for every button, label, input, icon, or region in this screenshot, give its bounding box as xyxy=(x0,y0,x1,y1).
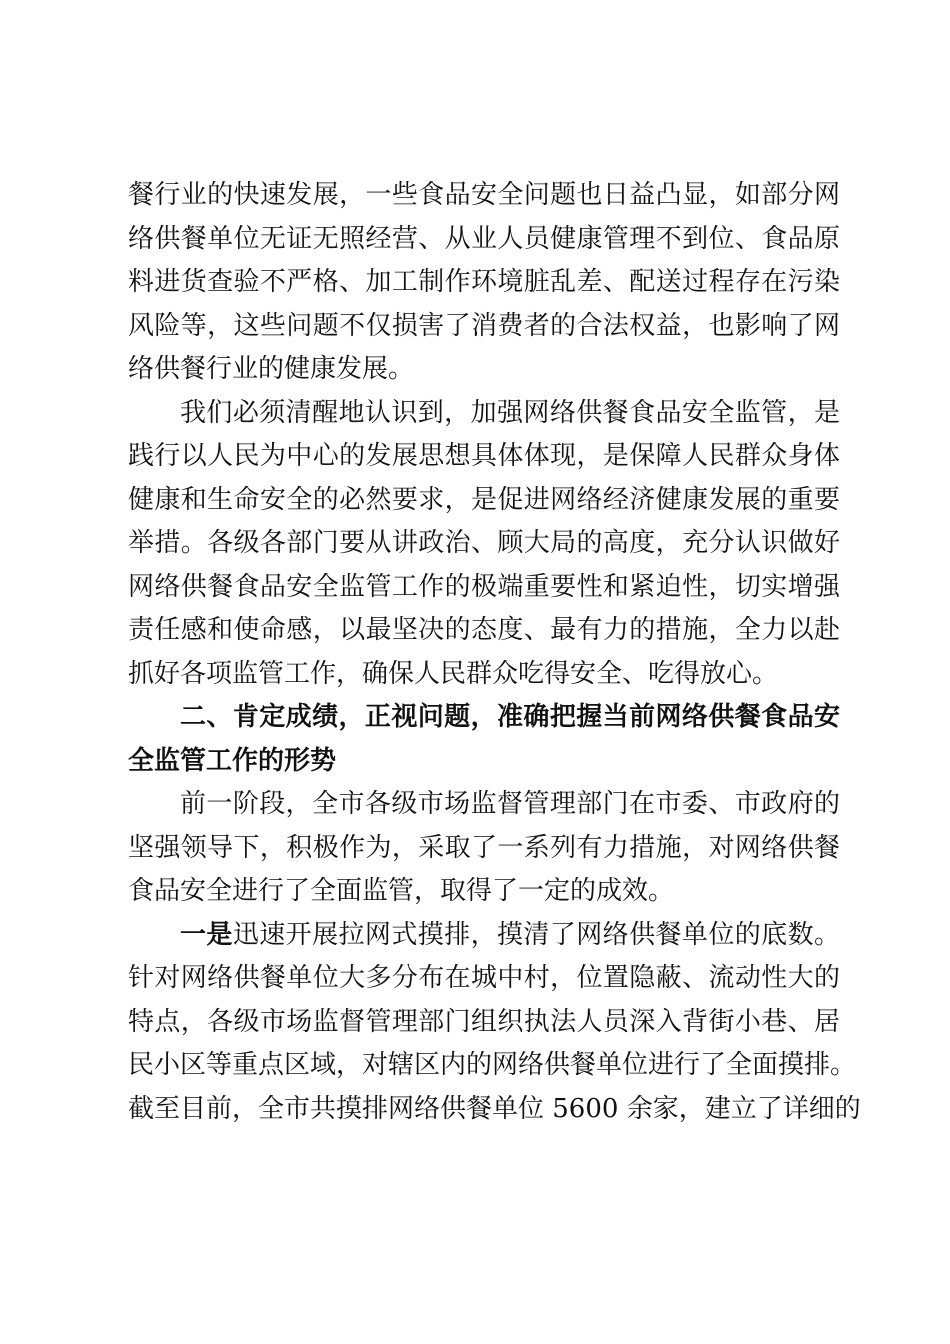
text-line: 络供餐行业的健康发展。 xyxy=(128,354,415,384)
text-line: 我们必须清醒地认识到，加强网络供餐食品安全监管，是 xyxy=(180,397,840,428)
text-line: 针对网络供餐单位大多分布在城中村，位置隐蔽、流动性大的 xyxy=(128,963,840,993)
text-line: 料进货查验不严格、加工制作环境脏乱差、配送过程存在污染 xyxy=(128,267,840,297)
text-line: 风险等，这些问题不仅损害了消费者的合法权益，也影响了网 xyxy=(128,310,840,341)
text-line: 截至目前，全市共摸排网络供餐单位 5600 余家，建立了详细的 xyxy=(128,1093,861,1124)
text-line: 特点，各级市场监督管理部门组织执法人员深入背街小巷、居 xyxy=(128,1006,840,1037)
text-line: 践行以人民为中心的发展思想具体体现，是保障人民群众身体 xyxy=(128,441,840,471)
heading-line: 全监管工作的形势 xyxy=(128,745,337,776)
lead-phrase: 一是 xyxy=(180,919,233,950)
text-line: 网络供餐食品安全监管工作的极端重要性和紧迫性，切实增强 xyxy=(128,571,840,602)
text-line: 坚强领导下，积极作为，采取了一系列有力措施，对网络供餐 xyxy=(128,832,840,863)
paragraph-3 xyxy=(128,783,840,914)
paragraph-2 xyxy=(128,392,840,697)
text-line: 食品安全进行了全面监管，取得了一定的成效。 xyxy=(128,876,675,906)
text-line xyxy=(128,914,840,958)
text-line: 民小区等重点区域，对辖区内的网络供餐单位进行了全面摸排。 xyxy=(128,1050,857,1080)
text-line: 健康和生命安全的必然要求，是促进网络经济健康发展的重要 xyxy=(128,484,840,515)
section-heading xyxy=(128,696,840,783)
text-line: 前一阶段，全市各级市场监督管理部门在市委、市政府的 xyxy=(180,789,840,819)
paragraph-4 xyxy=(128,914,861,1132)
text-line: 举措。各级各部门要从讲政治、顾大局的高度，充分认识做好 xyxy=(128,528,840,558)
paragraph-1 xyxy=(128,174,840,392)
heading-line: 二、肯定成绩，正视问题，准确把握当前网络供餐食品安 xyxy=(180,702,840,732)
text-line: 餐行业的快速发展，一些食品安全问题也日益凸显，如部分网 xyxy=(128,180,840,210)
document-page xyxy=(128,174,861,1131)
text-fragment: 迅速开展拉网式摸排，摸清了网络供餐单位的底数。 xyxy=(232,919,840,950)
text-line: 责任感和使命感，以最坚决的态度、最有力的措施，全力以赴 xyxy=(128,615,840,645)
text-line: 抓好各项监管工作，确保人民群众吃得安全、吃得放心。 xyxy=(128,658,779,689)
text-line: 络供餐单位无证无照经营、从业人员健康管理不到位、食品原 xyxy=(128,223,840,254)
